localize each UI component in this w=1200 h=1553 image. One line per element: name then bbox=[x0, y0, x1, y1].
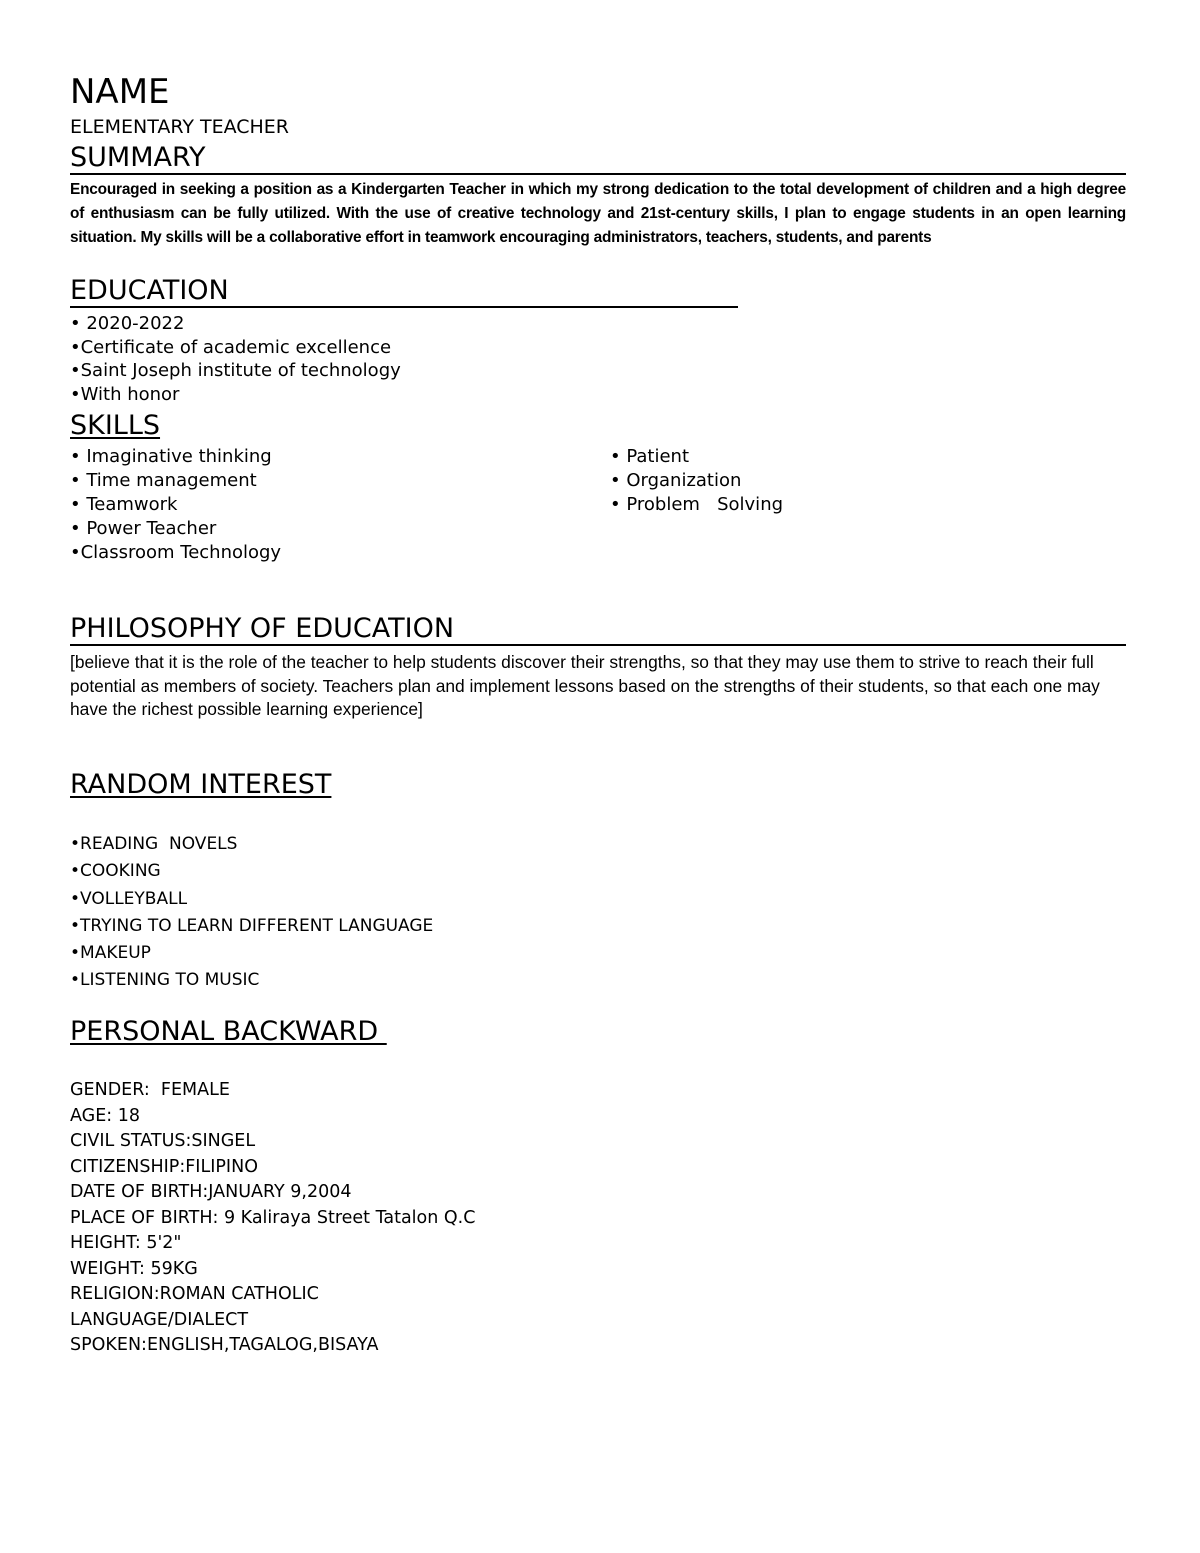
detail-weight: WEIGHT: 59KG bbox=[70, 1258, 198, 1279]
detail-spoken: SPOKEN:ENGLISH,TAGALOG,BISAYA bbox=[70, 1335, 379, 1355]
skills-list-left bbox=[70, 445, 281, 565]
summary-heading: SUMMARY bbox=[70, 143, 1126, 175]
random-interest-heading: RANDOM INTEREST bbox=[70, 769, 332, 800]
skills-heading: SKILLS bbox=[70, 410, 161, 441]
interest-list bbox=[70, 831, 433, 995]
list-item: •READING NOVELS bbox=[70, 834, 238, 854]
list-item: •Classroom Technology bbox=[70, 542, 282, 563]
list-item: • Power Teacher bbox=[70, 518, 217, 539]
detail-religion: RELIGION:ROMAN CATHOLIC bbox=[70, 1284, 319, 1304]
list-item: •COOKING bbox=[70, 861, 161, 882]
detail-date-of-birth: DATE OF BIRTH:JANUARY 9,2004 bbox=[70, 1182, 352, 1202]
detail-citizenship: CITIZENSHIP:FILIPINO bbox=[70, 1156, 258, 1177]
list-item: •VOLLEYBALL bbox=[70, 888, 188, 909]
education-heading: EDUCATION bbox=[70, 276, 738, 308]
list-item: •Saint Joseph institute of technology bbox=[70, 360, 401, 381]
philosophy-heading: PHILOSOPHY OF EDUCATION bbox=[70, 614, 1126, 646]
personal-details-list bbox=[70, 1078, 475, 1359]
detail-civil-status: CIVIL STATUS:SINGEL bbox=[70, 1131, 256, 1151]
education-list bbox=[70, 312, 401, 406]
candidate-name: NAME bbox=[70, 72, 170, 112]
list-item: • Time management bbox=[70, 470, 257, 491]
skills-list-right bbox=[610, 445, 783, 517]
detail-language-dialect: LANGUAGE/DIALECT bbox=[70, 1309, 249, 1330]
list-item: • Imaginative thinking bbox=[70, 446, 272, 467]
detail-age: AGE: 18 bbox=[70, 1105, 141, 1126]
job-title: ELEMENTARY TEACHER bbox=[70, 116, 290, 138]
list-item: •With honor bbox=[70, 383, 180, 405]
list-item: • Problem Solving bbox=[610, 494, 784, 515]
list-item: • Organization bbox=[610, 470, 742, 491]
list-item: •LISTENING TO MUSIC bbox=[70, 970, 260, 991]
list-item: • 2020-2022 bbox=[70, 313, 185, 334]
philosophy-text: [believe that it is the role of the teacher to help students discover their strengths, so that they may use them to strive to reach their full potential as members of society. Teachers plan and implement lessons based on the strengths of their students, so that each one may have the richest possible learning experience] bbox=[70, 652, 1100, 719]
list-item: • Patient bbox=[610, 446, 690, 467]
list-item: •MAKEUP bbox=[70, 943, 151, 964]
list-item: •TRYING TO LEARN DIFFERENT LANGUAGE bbox=[70, 915, 434, 936]
list-item: •Certificate of academic excellence bbox=[70, 336, 392, 358]
detail-height: HEIGHT: 5'2" bbox=[70, 1233, 182, 1253]
list-item: • Teamwork bbox=[70, 494, 178, 515]
detail-gender: GENDER: FEMALE bbox=[70, 1080, 230, 1100]
detail-place-of-birth: PLACE OF BIRTH: 9 Kaliraya Street Tatalon Q.C bbox=[70, 1207, 476, 1228]
personal-heading: PERSONAL BACKWARD bbox=[70, 1016, 387, 1047]
summary-text: Encouraged in seeking a position as a Kindergarten Teacher in which my strong dedication to the total development of children and a high degree of enthusiasm can be fully utilized. With the use of creative technology and 21st-century skills, I plan to engage students in an open learning situation. My skills will be a collaborative effort in teamwork encouraging administrators, teachers, students, and parents bbox=[70, 181, 1126, 246]
